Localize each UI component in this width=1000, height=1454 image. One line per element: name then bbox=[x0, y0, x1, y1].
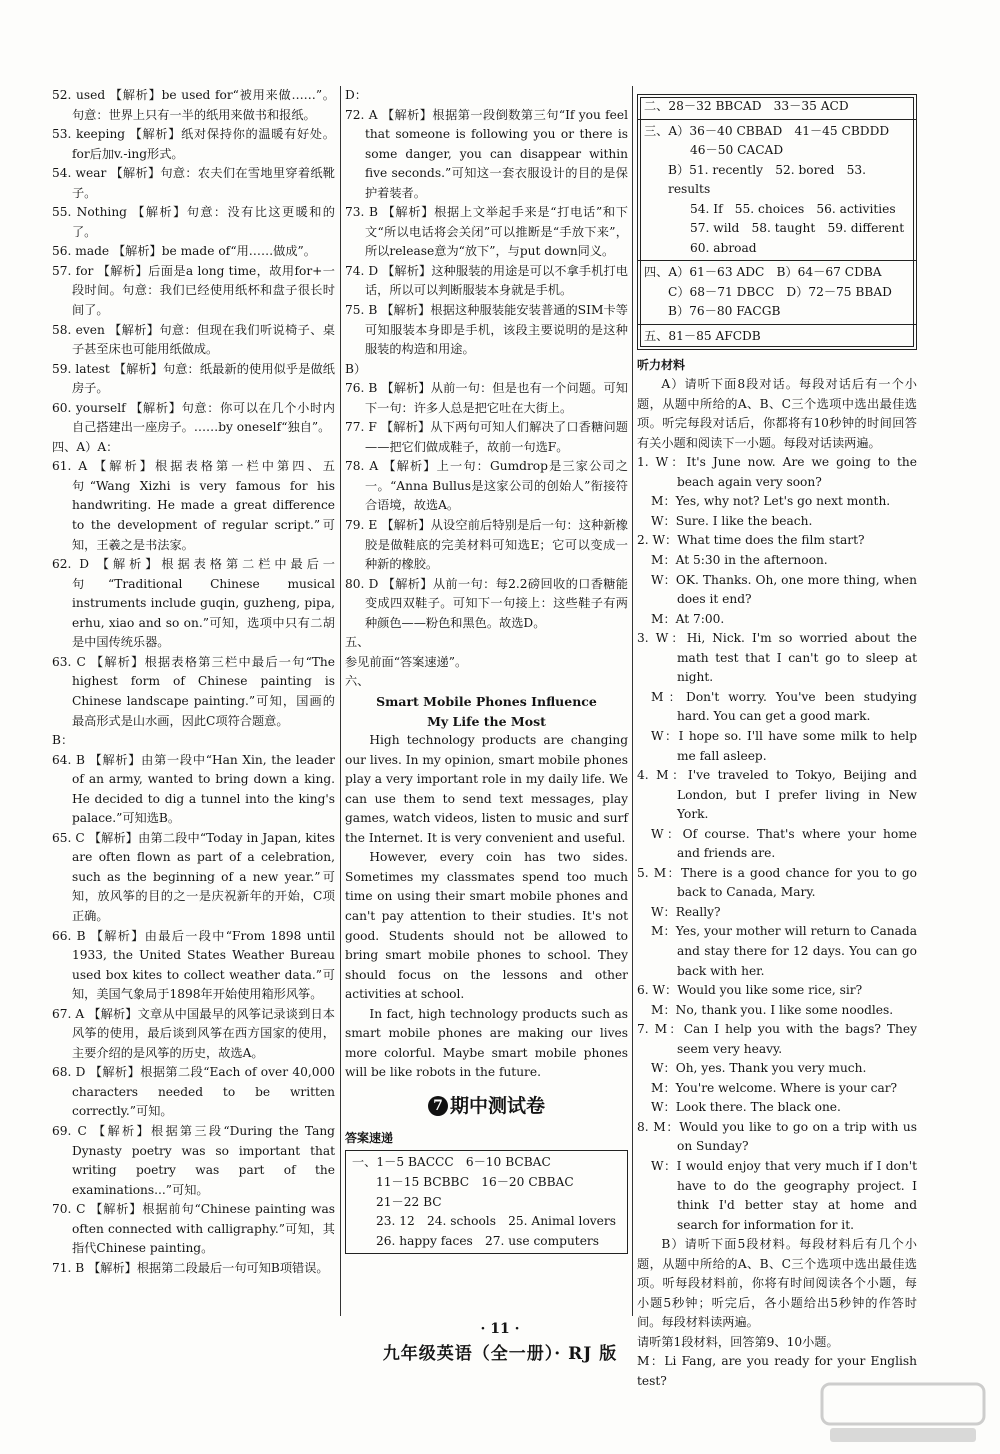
listening-label: 听力材料 bbox=[637, 357, 686, 372]
answer-key-line: 60. abroad bbox=[690, 240, 757, 255]
answer-item: 78. A 【解析】上一句：Gumdrop是三家公司之一。“Anna Bullus是这家公司的创始人”衔接符合语境，故选A。 bbox=[345, 459, 628, 513]
listening-instruction: B）请听下面5段材料。每段材料后有几个小题，从题中所给的A、B、C三个选项中选出最佳选项。听每段材料前，你将有时间阅读各个小题，每小题5秒钟；听完后，各小题给出5秒钟的作答时间。每段材料读两遍。 bbox=[637, 1237, 917, 1330]
essay-title: Smart Mobile Phones Influence bbox=[376, 693, 597, 709]
section-heading: D： bbox=[345, 88, 367, 102]
answers-label: 答案速递 bbox=[345, 1130, 394, 1145]
listening-instruction: A）请听下面8段对话。每段对话后有一个小题，从题中所给的A、B、C三个选项中选出最佳选项。听完每段对话后，你都将有10秒钟的时间回答有关小题和阅读下一小题。每段对话读两遍。 bbox=[637, 377, 917, 450]
column-3 bbox=[637, 94, 917, 1392]
answer-item: 79. E 【解析】从设空前后特别是后一句：这种新橡胶是做鞋底的完美材料可知选E；它可以变成一种新的橡胶。 bbox=[345, 518, 628, 572]
answer-key-line: B）51. recently 52. bored 53. results bbox=[668, 162, 866, 197]
column-divider bbox=[340, 86, 341, 1316]
section-heading: 四、A）A： bbox=[52, 439, 119, 454]
answer-item: 55. Nothing 【解析】句意：没有比这更暖和的了。 bbox=[52, 205, 335, 239]
section-heading: B： bbox=[52, 733, 74, 748]
answer-key-section bbox=[638, 95, 916, 120]
answer-key-line: B）76－80 FACGB bbox=[668, 304, 781, 319]
answer-key-line: 54. If 55. choices 56. activities bbox=[690, 201, 896, 216]
answer-item: 72. A 【解析】根据第一段倒数第三句“If you feel that someone is following you or there is some danger, you can disappear within five seconds.”可知这一套衣服设计的目的是保护着装者。 bbox=[345, 107, 628, 200]
answer-item: 54. wear 【解析】句意：农夫们在雪地里穿着纸靴子。 bbox=[52, 166, 335, 200]
page-number: · 11 · bbox=[480, 1321, 520, 1337]
dialog-line: M：Yes, why not? Let's go next month. bbox=[651, 494, 891, 509]
dialog-line: 7. M：Can I help you with the bags? They seem very heavy. bbox=[637, 1022, 917, 1056]
answer-item: 70. C 【解析】根据前句“Chinese painting was often connected with calligraphy.”可知，其指代Chinese painting。 bbox=[52, 1202, 335, 1256]
answer-item: 52. used 【解析】be used for“被用来做……”。句意：世界上只有一半的纸用来做书和报纸。 bbox=[52, 88, 335, 122]
answer-item: 66. B 【解析】由最后一段中“From 1898 until 1933, the United States Weather Bureau used box kites to collect weather data.”可知，美国气象局于1898年开始使用箱形风筝。 bbox=[52, 928, 335, 1002]
dialog-line: W：Look there. The black one. bbox=[651, 1100, 841, 1115]
section-heading: 六、 bbox=[345, 674, 370, 689]
answer-key-line: 三、A）36－40 CBBAD 41－45 CBDDD bbox=[644, 123, 890, 138]
exam-number-badge: 7 bbox=[428, 1096, 448, 1116]
answer-item: 57. for 【解析】后面是a long time，故用for+一段时间。句意：我们已经使用纸杯和盘子很长时间了。 bbox=[52, 263, 335, 318]
dialog-line: W：Sure. I like the beach. bbox=[651, 513, 813, 528]
answer-item: 77. F 【解析】从下两句可知人们解决了口香糖问题——把它们做成鞋子，故前一句选F。 bbox=[345, 420, 628, 454]
answer-item: 62. D 【解析】根据表格第二栏中最后一句“Traditional Chinese musical instruments include guqin, guzheng, pipa, erhu, xiao and so on.”可知，选项中只有二胡是中国传统乐器。 bbox=[52, 557, 335, 650]
dialog-line: 3. W：Hi, Nick. I'm so worried about the math test that I can't go to sleep at night. bbox=[637, 631, 917, 685]
answer-key-line: 26. happy faces 27. use computers bbox=[376, 1233, 599, 1248]
answer-item: 58. even 【解析】句意：但现在我们听说椅子、桌子甚至床也可能用纸做成。 bbox=[52, 322, 335, 357]
answer-key-line: 五、81－85 AFCDB bbox=[644, 329, 761, 344]
answer-item: 65. C 【解析】由第二段中“Today in Japan, kites are often flown as part of a celebration, such as the beginning of a new year.”可知，放风筝的目的之一是庆祝新年的开始，C项正确。 bbox=[52, 830, 335, 923]
listening-instruction: 请听第1段材料，回答第9、10小题。 bbox=[637, 1334, 839, 1349]
answer-item: 60. yourself 【解析】句意：你可以在几个小时内自己搭建出一座房子。……by oneself“独自”。 bbox=[52, 400, 335, 435]
answer-item: 53. keeping 【解析】纸对保持你的温暖有好处。for后加v.-ing形式。 bbox=[52, 127, 335, 161]
section-note: 参见前面“答案速递”。 bbox=[345, 654, 468, 669]
answer-key-box bbox=[345, 1150, 628, 1254]
dialog-line: 6. W：Would you like some rice, sir? bbox=[637, 983, 863, 998]
answer-item: 67. A 【解析】文章从中国最早的风筝记录谈到日本风筝的使用，最后谈到风筝在西方国家的使用，主要介绍的是风筝的历史，故选A。 bbox=[52, 1006, 335, 1060]
dialog-list bbox=[637, 453, 917, 1235]
dialog-line: M：You're welcome. Where is your car? bbox=[651, 1080, 898, 1095]
dialog-line: M：At 5:30 in the afternoon. bbox=[651, 553, 828, 568]
dialog-line: M：Don't worry. You've been studying hard. You can get a good mark. bbox=[651, 689, 917, 724]
answer-item: 64. B 【解析】由第一段中“Han Xin, the leader of an army, wanted to bring down a king. He decided to dig a tunnel into the king's palace.”可知选B。 bbox=[52, 752, 335, 826]
watermark-logo-icon bbox=[818, 1380, 988, 1446]
answer-key-line: 21－22 BC bbox=[376, 1194, 442, 1209]
book-title: 九年级英语（全一册）· RJ 版 bbox=[382, 1344, 618, 1364]
section-heading: 五、 bbox=[345, 635, 370, 650]
dialog-line: 1. W：It's June now. Are we going to the beach again very soon? bbox=[637, 455, 917, 489]
answer-key-line: 57. wild 58. taught 59. different bbox=[690, 221, 905, 236]
answer-key-line: 23. 12 24. schools 25. Animal lovers bbox=[376, 1214, 616, 1229]
answer-item: 69. C 【解析】根据第三段“During the Tang Dynasty poetry was so important that writing poetry was part of the examinations...”可知。 bbox=[52, 1123, 335, 1197]
answer-item: 59. latest 【解析】句意：纸最新的使用似乎是做纸房子。 bbox=[52, 361, 335, 396]
dialog-line: W：Oh, yes. Thank you very much. bbox=[651, 1061, 867, 1076]
answer-item: 61. A 【解析】根据表格第一栏中第四、五句“Wang Xizhi is very famous for his handwriting. He made a great difference to the development of regular script.”可知，王羲之是书法家。 bbox=[52, 459, 335, 552]
essay-paragraph: In fact, high technology products such as smart mobile phones are making our lives more colorful. Maybe smart mobile phones will be like robots in the future. bbox=[345, 1006, 628, 1080]
answer-key-line: 11－15 BCBBC 16－20 CBBAC bbox=[376, 1174, 574, 1189]
dialog-line: W：Of course. That's where your home and friends are. bbox=[651, 826, 917, 861]
essay-paragraph: High technology products are changing our lives. In my opinion, smart mobile phones play a very important role in my daily life. We can use them to send text messages, play games, watch videos, listen to music and surf the Internet. It is very convenient and useful. bbox=[345, 733, 628, 845]
column-1 bbox=[52, 86, 335, 1278]
answer-key-line: 二、28－32 BBCAD 33－35 ACD bbox=[644, 99, 849, 113]
dialog-line: M：At 7:00. bbox=[651, 611, 725, 626]
answer-key-line: 四、A）61－63 ADC B）64－67 CDBA bbox=[644, 265, 882, 280]
answer-item: 73. B 【解析】根据上文举起手来是“打电话”和下文“所以电话将会关闭”可以推断是“手放下来”，所以release意为“放下”，与put down同义。 bbox=[345, 205, 628, 259]
dialog-line: W：I would enjoy that very much if I don't have to do the geography project. I think I'd better stay at home and search for information for it. bbox=[651, 1158, 917, 1232]
column-2 bbox=[345, 86, 628, 1254]
dialog-line: 5. M：There is a good chance for you to go back to Canada, Mary. bbox=[637, 865, 917, 900]
answer-item: 75. B 【解析】根据这种服装能安装普通的SIM卡等可知服装本身即是手机，该段主要说明的是这种服装的构造和用途。 bbox=[345, 303, 628, 357]
dialog-line: M：Li Fang, are you ready for your English test? bbox=[637, 1354, 917, 1388]
answer-item: 56. made 【解析】be made of“用……做成”。 bbox=[52, 244, 316, 259]
answer-key-section bbox=[638, 261, 916, 325]
answer-key-line: C）68－71 DBCC D）72－75 BBAD bbox=[668, 284, 892, 299]
answer-item: 74. D 【解析】这种服装的用途是可以不拿手机打电话，所以可以判断服装本身就是手机。 bbox=[345, 263, 628, 298]
essay-title: My Life the Most bbox=[427, 713, 546, 729]
dialog-line: W：I hope so. I'll have some milk to help me fall asleep. bbox=[651, 728, 917, 763]
dialog-line: 8. M：Would you like to go on a trip with us on Sunday? bbox=[637, 1119, 917, 1154]
section-heading: B） bbox=[345, 361, 367, 376]
dialog-line: 2. W：What time does the film start? bbox=[637, 533, 865, 548]
answer-item: 76. B 【解析】从前一句：但是也有一个问题。可知下一句：许多人总是把它吐在大街上。 bbox=[345, 381, 628, 415]
dialog-line: M：No, thank you. I like some noodles. bbox=[651, 1002, 894, 1017]
column-divider bbox=[632, 86, 633, 1316]
answer-item: 68. D 【解析】根据第二段“Each of over 40,000 characters needed to be written correctly.”可知。 bbox=[52, 1065, 335, 1119]
dialog-line: M：Yes, your mother will return to Canada and stay there for 12 days. You can go back with her. bbox=[651, 924, 917, 978]
answer-item: 71. B 【解析】根据第二段最后一句可知B项错误。 bbox=[52, 1260, 329, 1275]
answer-key-section bbox=[638, 325, 916, 349]
answer-key-line: 一、1－5 BACCC 6－10 BCBAC bbox=[352, 1155, 551, 1170]
exam-title: 期中测试卷 bbox=[449, 1094, 545, 1117]
answer-item: 63. C 【解析】根据表格第三栏中最后一句“The highest form of Chinese painting is Chinese landscape painting.”可知，国画的最高形式是山水画，因此C项符合题意。 bbox=[52, 654, 335, 728]
answer-item: 80. D 【解析】从前一句：每2.2磅回收的口香糖能变成四双鞋子。可知下一句接上：这些鞋子有两种颜色——粉色和黑色。故选D。 bbox=[345, 576, 628, 630]
answer-key-box bbox=[637, 94, 917, 350]
answer-key-line: 46－50 CACAD bbox=[690, 143, 784, 158]
essay-paragraph: However, every coin has two sides. Sometimes my classmates spend too much time on using their smart mobile phones and can't pay attention to their studies. It's not good. Students should not be allowed to bring smart mobile phones to school. They should focus on the lessons and other activities at school. bbox=[345, 850, 628, 1002]
dialog-line: W：OK. Thanks. Oh, one more thing, when does it end? bbox=[651, 572, 917, 607]
answer-key-section bbox=[638, 120, 916, 262]
exam-heading bbox=[345, 1091, 628, 1121]
dialog-line: 4. M：I've traveled to Tokyo, Beijing and London, but I prefer living in New York. bbox=[637, 768, 917, 822]
dialog-line: W：Really? bbox=[651, 904, 721, 919]
